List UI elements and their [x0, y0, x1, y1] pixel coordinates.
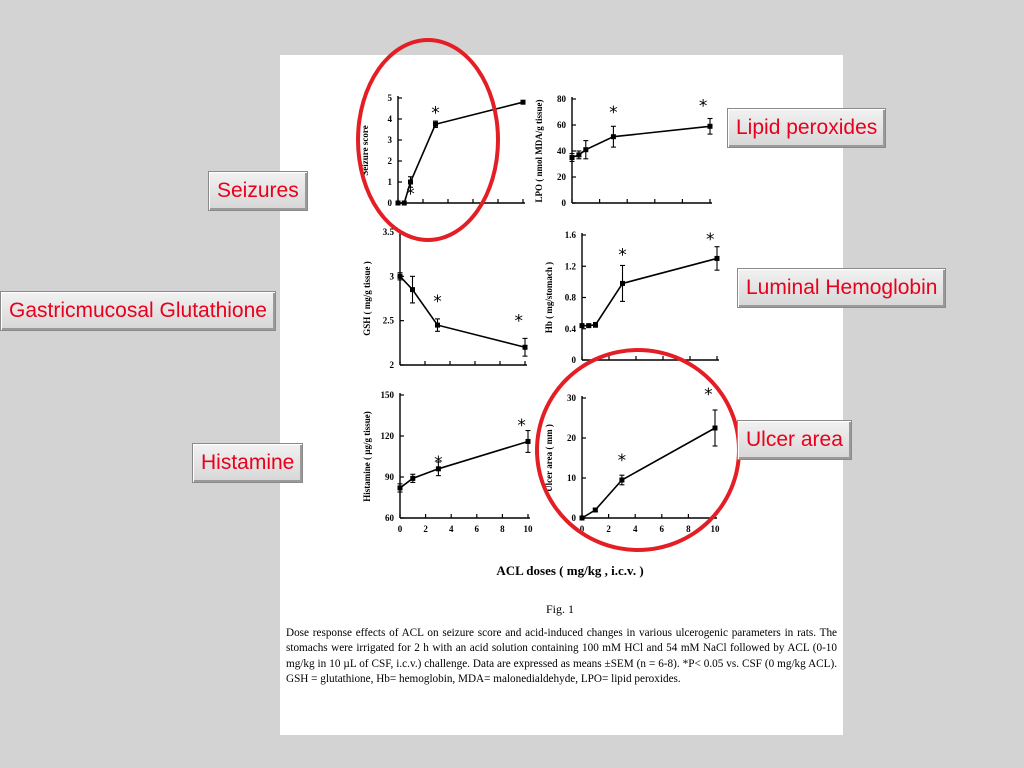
highlight-ring-seizures — [356, 38, 500, 242]
x-tick-label: 6 — [659, 524, 665, 534]
data-point — [398, 485, 403, 490]
y-tick-label: 2 — [387, 156, 392, 166]
significance-star: * — [706, 229, 715, 250]
highlight-ring-ulcer — [535, 348, 741, 552]
figure-label: Fig. 1 — [545, 602, 574, 616]
y-tick-label: 0.4 — [564, 323, 576, 334]
y-tick-label: 60 — [385, 513, 394, 523]
data-point — [523, 345, 528, 350]
x-tick-label: 8 — [500, 524, 505, 534]
data-point — [576, 152, 581, 157]
data-point — [715, 256, 720, 261]
y-tick-label: 80 — [557, 94, 566, 104]
y-tick-label: 30 — [567, 393, 576, 403]
x-tick-label: 10 — [523, 524, 533, 534]
x-tick-label: 2 — [606, 524, 611, 534]
significance-star: * — [618, 245, 627, 266]
callout-ulcer-area: Ulcer area — [737, 420, 852, 460]
significance-star: * — [433, 292, 442, 313]
chart-lipid-peroxides — [532, 75, 722, 215]
y-tick-label: 10 — [567, 473, 576, 483]
y-tick-label: 3 — [389, 271, 394, 282]
y-tick-label: 0 — [571, 355, 576, 365]
y-tick-label: 2.5 — [382, 315, 394, 326]
x-tick-label: 2 — [423, 524, 428, 534]
x-axis-title: ACL doses ( mg/kg , i.c.v. ) — [496, 563, 644, 578]
x-tick-label: 0 — [397, 524, 403, 534]
data-point — [570, 155, 575, 160]
y-tick-label: 40 — [557, 146, 566, 156]
significance-star: * — [698, 96, 708, 117]
data-point — [593, 322, 598, 327]
y-tick-label: 3.5 — [382, 227, 394, 237]
x-tick-label: 6 — [474, 524, 480, 534]
y-tick-label: 60 — [557, 120, 566, 130]
y-tick-label: 150 — [380, 390, 394, 400]
y-tick-label: 1.6 — [564, 230, 576, 240]
data-point — [620, 281, 625, 286]
y-tick-label: 90 — [385, 472, 394, 482]
callout-histamine: Histamine — [192, 443, 303, 483]
y-tick-label: 20 — [567, 433, 576, 443]
y-axis-label: Hb ( mg/stomach ) — [544, 261, 554, 334]
data-point — [580, 323, 585, 328]
significance-star: * — [406, 184, 415, 205]
significance-star: * — [434, 452, 443, 473]
figure-caption: Dose response effects of ACL on seizure score and acid-induced changes in various ulcerogenic parameters in rats. The stomachs were irrigated for 2 h with an acid solution containing 100 mM HCl and 54 mM NaCl followed by ACL (0-10 mg/kg in 10 µL of CSF, i.c.v.) challenge. Data are expressed as means ±SEM (n = 6-8). *P< 0.05 vs. CSF (0 mg/kg ACL). GSH = glutathione, Hb= hemoglobin, MDA= malonedialdehyde, LPO= lipid peroxides. — [286, 627, 837, 685]
significance-star: * — [431, 103, 440, 124]
data-point — [586, 323, 591, 328]
y-tick-label: 0 — [561, 198, 566, 208]
y-tick-label: 20 — [557, 172, 566, 182]
y-tick-label: 3 — [387, 135, 392, 145]
x-tick-label: 10 — [710, 524, 720, 534]
x-tick-label: 8 — [686, 524, 691, 534]
data-point — [410, 476, 415, 481]
y-tick-label: 2 — [389, 360, 394, 370]
series-line — [582, 258, 717, 325]
significance-star: * — [517, 416, 526, 437]
data-point — [708, 124, 713, 129]
significance-star: * — [704, 385, 713, 405]
callout-lipid-peroxides: Lipid peroxides — [727, 108, 886, 148]
callout-luminal-hemoglobin: Luminal Hemoglobin — [737, 268, 946, 308]
data-point — [398, 274, 403, 279]
data-point — [410, 287, 415, 292]
callout-seizures: Seizures — [208, 171, 308, 211]
callout-gastric-glutathione: Gastricmucosal Glutathione — [0, 291, 276, 331]
series-line — [400, 441, 528, 487]
significance-star: * — [514, 311, 523, 332]
x-tick-label: 4 — [632, 524, 638, 534]
y-tick-label: 0.8 — [564, 292, 576, 303]
y-tick-label: 5 — [387, 93, 392, 103]
y-tick-label: 4 — [387, 114, 392, 124]
y-tick-label: 1 — [387, 177, 392, 187]
y-axis-label: Seizure score — [360, 125, 370, 176]
chart-gastric-glutathione — [350, 225, 525, 380]
data-point — [521, 100, 526, 105]
y-axis-label: LPO ( nmol MDA/g tissue) — [534, 99, 544, 203]
x-tick-label: 4 — [448, 524, 454, 534]
y-tick-label: 0 — [387, 198, 392, 208]
y-tick-label: 1.2 — [564, 261, 576, 272]
data-point — [526, 439, 531, 444]
chart-histamine — [350, 385, 533, 550]
series-line — [572, 126, 710, 157]
data-point — [435, 323, 440, 328]
y-tick-label: 0 — [571, 513, 576, 523]
data-point — [611, 134, 616, 139]
y-tick-label: 120 — [380, 431, 394, 441]
significance-star: * — [617, 451, 627, 471]
y-axis-label: Ulcer area ( mm ) — [544, 424, 554, 492]
x-tick-label: 0 — [579, 524, 585, 534]
data-point — [583, 147, 588, 152]
significance-star: * — [609, 103, 618, 123]
series-line — [400, 276, 525, 347]
y-axis-label: GSH ( mg/g tissue ) — [362, 261, 372, 336]
y-axis-label: Histamine ( µg/g tissue) — [362, 411, 372, 502]
